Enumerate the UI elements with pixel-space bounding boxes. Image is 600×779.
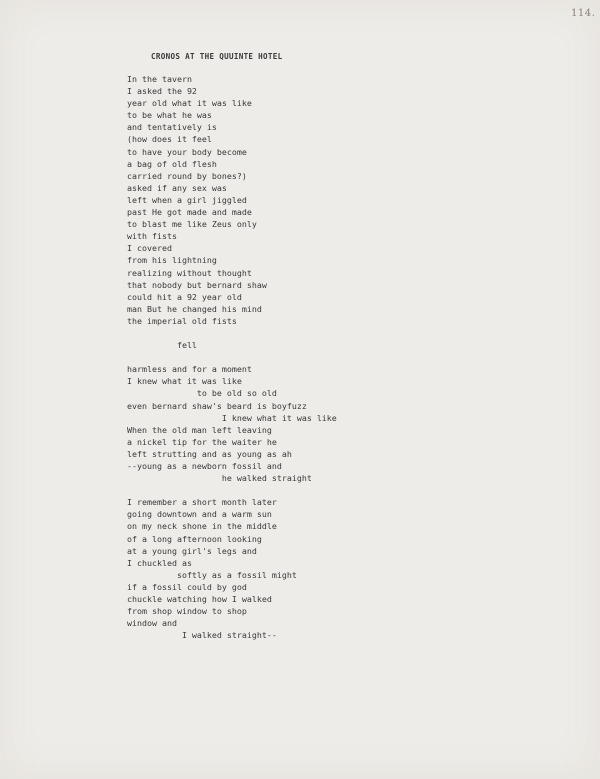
poem-line: could hit a 92 year old: [127, 291, 242, 302]
poem-line: to be what he was: [127, 110, 212, 121]
poem-line: I knew what it was like: [127, 412, 337, 423]
poem-line: asked if any sex was: [127, 182, 227, 193]
poem-line: I remember a short month later: [127, 497, 277, 508]
poem-line: I covered: [127, 243, 172, 254]
poem-line: I asked the 92: [127, 86, 197, 97]
poem-line: at a young girl's legs and: [127, 545, 257, 556]
poem-line: of a long afternoon looking: [127, 533, 262, 544]
poem-line: and tentatively is: [127, 122, 217, 133]
poem-line: fell: [127, 340, 197, 351]
poem-line: --young as a newborn fossil and: [127, 461, 282, 471]
poem-line: harmless and for a moment: [127, 364, 252, 375]
poem-line: left strutting and as young as ah: [127, 448, 292, 459]
poem-body: [127, 73, 337, 641]
poem-line: from shop window to shop: [127, 606, 247, 617]
poem-line: going downtown and a warm sun: [127, 509, 272, 520]
poem-line: on my neck shone in the middle: [127, 521, 277, 532]
poem-line: I chuckled as: [127, 557, 192, 568]
poem-line: that nobody but bernard shaw: [127, 279, 267, 290]
poem-line: left when a girl jiggled: [127, 194, 247, 205]
poem-line: [127, 327, 337, 339]
poem-line: a bag of old flesh: [127, 158, 217, 169]
poem-line: if a fossil could by god: [127, 581, 247, 592]
poem-line: to have your body become: [127, 146, 247, 157]
page-number: 114.: [571, 8, 596, 19]
poem-line: with fists: [127, 231, 177, 242]
poem-line: window and: [127, 618, 177, 629]
poem-line: [127, 351, 337, 363]
poem-line: to blast me like Zeus only: [127, 219, 257, 230]
poem-line: carried round by bones?): [127, 170, 247, 181]
poem-line: even bernard shaw's beard is boyfuzz: [127, 400, 307, 411]
poem-line: I knew what it was like: [127, 376, 242, 387]
poem-line: chuckle watching how I walked: [127, 594, 272, 605]
poem-line: he walked straight: [127, 473, 312, 484]
poem-line: softly as a fossil might: [127, 569, 297, 580]
poem-line: to be old so old: [127, 388, 277, 399]
poem-line: from his lightning: [127, 255, 217, 266]
poem-line: When the old man left leaving: [127, 424, 272, 435]
poem-line: the imperial old fists: [127, 315, 237, 326]
poem-line: a nickel tip for the waiter he: [127, 436, 277, 447]
poem-line: [127, 484, 337, 496]
poem-line: realizing without thought: [127, 267, 252, 278]
poem-line: year old what it was like: [127, 98, 252, 109]
poem-line: In the tavern: [127, 74, 192, 84]
poem-line: I walked straight--: [127, 630, 277, 641]
poem-line: man But he changed his mind: [127, 303, 262, 314]
poem-title: CRONOS AT THE QUUINTE HOTEL: [151, 52, 283, 61]
poem-line: past He got made and made: [127, 207, 252, 218]
poem-line: (how does it feel: [127, 134, 212, 145]
